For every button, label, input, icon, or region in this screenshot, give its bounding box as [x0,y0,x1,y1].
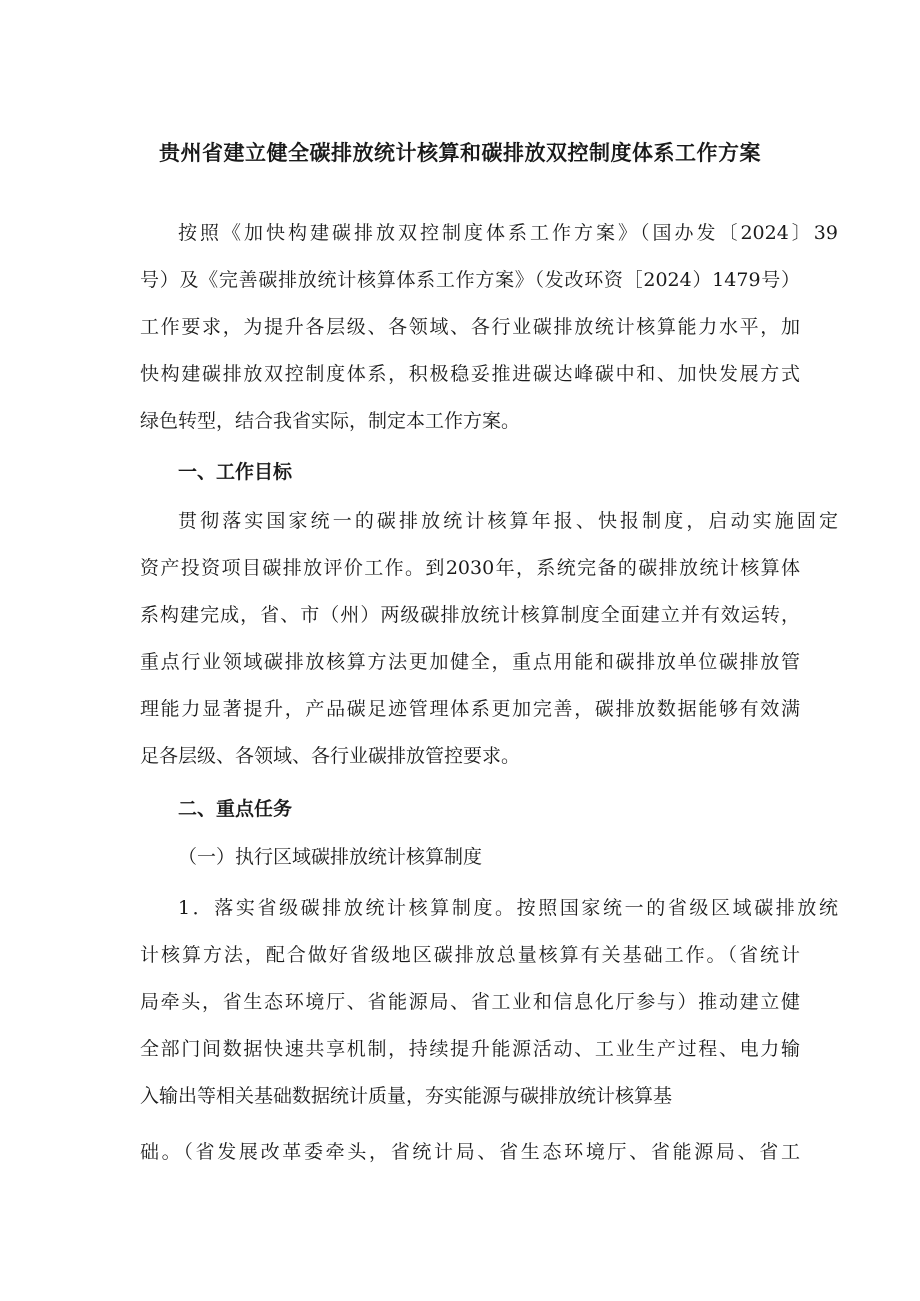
paragraph-line: 资产投资项目碳排放评价工作。到2030年，系统完备的碳排放统计核算体 [140,557,800,579]
paragraph-line: 快构建碳排放双控制度体系，积极稳妥推进碳达峰碳中和、加快发展方式 [140,363,800,385]
section-heading: 一、工作目标 [178,461,293,483]
paragraph-line: 理能力显著提升，产品碳足迹管理体系更加完善，碳排放数据能够有效满 [140,698,800,720]
section-heading: 二、重点任务 [178,798,293,820]
paragraph-line: 重点行业领域碳排放核算方法更加健全，重点用能和碳排放单位碳排放管 [140,651,800,673]
paragraph-line: 全部门间数据快速共享机制，持续提升能源活动、工业生产过程、电力输 [140,1038,800,1060]
paragraph-line: 局牵头，省生态环境厅、省能源局、省工业和信息化厅参与）推动建立健 [140,991,800,1013]
paragraph-line: 础。（省发展改革委牵头，省统计局、省生态环境厅、省能源局、省工 [140,1141,800,1163]
paragraph-line: 号）及《完善碳排放统计核算体系工作方案》（发改环资［2024）1479号） [140,269,800,291]
paragraph-line: 1．落实省级碳排放统计核算制度。按照国家统一的省级区域碳排放统 [178,897,838,919]
paragraph-line: 按照《加快构建碳排放双控制度体系工作方案》（国办发〔2024〕39 [178,222,838,244]
paragraph-line: 绿色转型，结合我省实际，制定本工作方案。 [140,410,521,432]
paragraph-line: 计核算方法，配合做好省级地区碳排放总量核算有关基础工作。（省统计 [140,944,800,966]
paragraph-line: 系构建完成，省、市（州）两级碳排放统计核算制度全面建立并有效运转， [140,604,800,626]
paragraph-line: 贯彻落实国家统一的碳排放统计核算年报、快报制度，启动实施固定 [178,510,838,532]
subsection-heading: （一）执行区域碳排放统计核算制度 [178,846,483,868]
document-title: 贵州省建立健全碳排放统计核算和碳排放双控制度体系工作方案 [159,140,761,165]
paragraph-line: 足各层级、各领域、各行业碳排放管控要求。 [140,745,521,767]
paragraph-line: 工作要求，为提升各层级、各领域、各行业碳排放统计核算能力水平，加 [140,316,800,338]
paragraph-line: 入输出等相关基础数据统计质量，夯实能源与碳排放统计核算基 [140,1085,673,1107]
